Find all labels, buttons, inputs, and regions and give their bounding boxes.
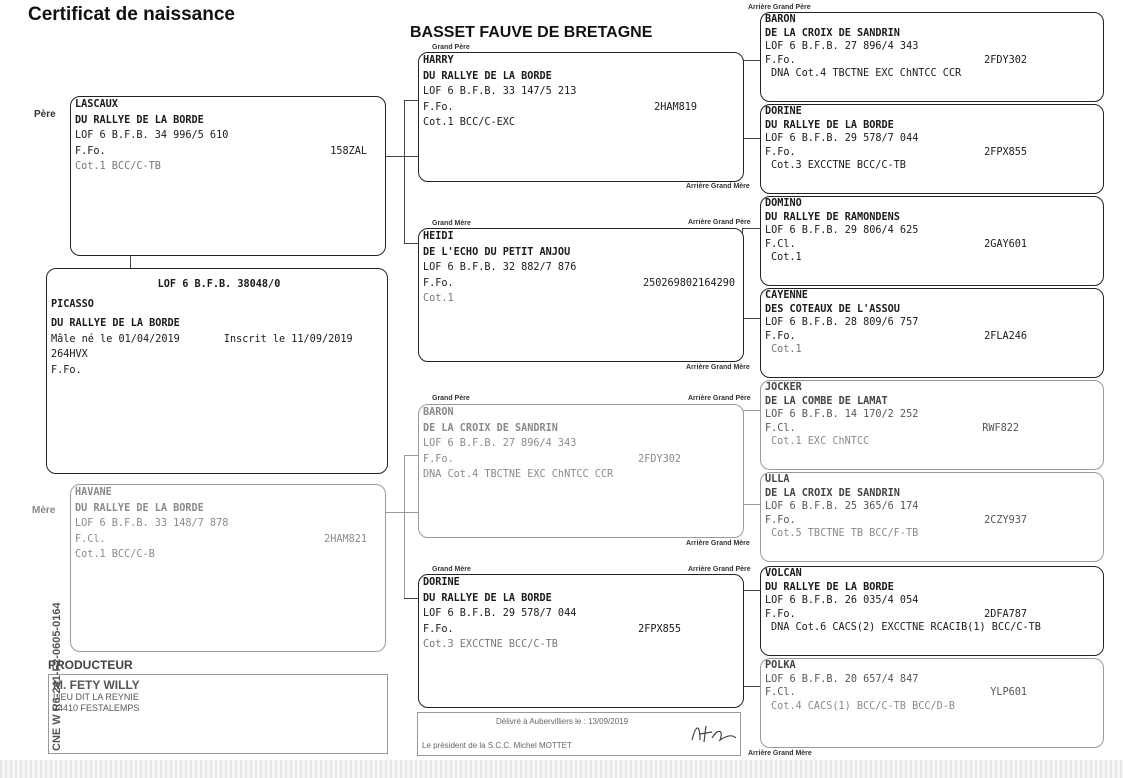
ggp2-kennel: DU RALLYE DE RAMONDENS xyxy=(765,211,900,223)
ggp1-label: Arrière Grand Mère xyxy=(686,183,750,190)
gp3-color: F.Fo. xyxy=(423,623,454,635)
mother-kennel: DU RALLYE DE LA BORDE xyxy=(75,502,204,514)
gp2-id: 2FDY302 xyxy=(638,453,681,465)
ggp5-name: ULLA xyxy=(765,474,790,485)
ggp3-color: F.Fo. xyxy=(765,330,796,342)
great-grandparent-box xyxy=(760,658,1104,748)
ggp7-color: F.Cl. xyxy=(765,687,796,698)
ggp0-name: BARON xyxy=(765,14,796,25)
mother-box xyxy=(70,484,386,652)
grandparent-box xyxy=(418,52,744,182)
producer-box xyxy=(48,674,388,754)
ggp6-cot: DNA Cot.6 CACS(2) EXCCTNE RCACIB(1) BCC/C-TB xyxy=(771,622,1041,633)
ggp6-lof: LOF 6 B.F.B. 26 035/4 054 xyxy=(765,595,919,606)
ggp2-id: 2GAY601 xyxy=(984,238,1027,250)
mother-cot: Cot.1 BCC/C-B xyxy=(75,549,155,560)
ggp3-label: Arrière Grand Mère xyxy=(686,364,750,371)
ggp0-label: Arrière Grand Père xyxy=(748,4,811,11)
grandparent-box xyxy=(418,574,744,708)
gp0-kennel: DU RALLYE DE LA BORDE xyxy=(423,70,552,82)
ggp6-label: Arrière Grand Père xyxy=(688,566,751,573)
mother-color: F.Cl. xyxy=(75,533,106,545)
ggp6-name: VOLCAN xyxy=(765,568,802,579)
connector xyxy=(742,318,760,319)
ggp4-kennel: DE LA COMBE DE LAMAT xyxy=(765,395,888,407)
subject-lof: LOF 6 B.F.B. 38048/0 xyxy=(157,279,281,290)
producer-title: PRODUCTEUR xyxy=(48,658,133,672)
document-title: Certificat de naissance xyxy=(28,4,235,25)
gp0-name: HARRY xyxy=(423,55,454,66)
ggp5-label: Arrière Grand Mère xyxy=(686,540,750,547)
producer-name: M. FETY WILLY xyxy=(53,678,140,692)
gp2-label: Grand Père xyxy=(432,395,470,402)
gp3-name: DORINE xyxy=(423,577,460,588)
gp2-cot: DNA Cot.4 TBCTNE EXC ChNTCC CCR xyxy=(423,469,614,480)
ggp1-id: 2FPX855 xyxy=(984,146,1027,158)
connector xyxy=(404,455,405,598)
mother-label: Mère xyxy=(32,505,56,516)
great-grandparent-box xyxy=(760,104,1104,194)
connector xyxy=(386,156,420,157)
ggp3-kennel: DES COTEAUX DE L'ASSOU xyxy=(765,303,900,315)
ggp7-name: POLKA xyxy=(765,660,796,671)
ggp4-label: Arrière Grand Père xyxy=(688,395,751,402)
ggp2-name: DOMINO xyxy=(765,198,802,209)
ggp2-lof: LOF 6 B.F.B. 29 806/4 625 xyxy=(765,225,919,236)
ggp0-lof: LOF 6 B.F.B. 27 896/4 343 xyxy=(765,41,919,52)
gp1-label: Grand Mère xyxy=(432,220,471,227)
delivery-president: Le président de la S.C.C. Michel MOTTET xyxy=(422,741,572,750)
vertical-reference-code: CNE W R6-241-F2-0605-0164 xyxy=(51,602,63,751)
gp1-name: HEIDI xyxy=(423,231,454,242)
connector xyxy=(386,512,420,513)
gp3-kennel: DU RALLYE DE LA BORDE xyxy=(423,592,552,604)
ggp5-cot: Cot.5 TBCTNE TB BCC/F-TB xyxy=(771,528,919,539)
gp3-lof: LOF 6 B.F.B. 29 578/7 044 xyxy=(423,608,577,619)
subject-color: F.Fo. xyxy=(51,364,82,376)
connector xyxy=(742,504,760,505)
gp0-label: Grand Père xyxy=(432,44,470,51)
ggp5-kennel: DE LA CROIX DE SANDRIN xyxy=(765,487,900,499)
great-grandparent-box xyxy=(760,12,1104,102)
gp2-name: BARON xyxy=(423,407,454,418)
great-grandparent-box xyxy=(760,380,1104,470)
ggp3-lof: LOF 6 B.F.B. 28 809/6 757 xyxy=(765,317,919,328)
mother-name: HAVANE xyxy=(75,487,112,498)
subject-kennel: DU RALLYE DE LA BORDE xyxy=(51,318,180,329)
father-color: F.Fo. xyxy=(75,145,106,157)
ggp3-name: CAYENNE xyxy=(765,290,808,301)
subject-name: PICASSO xyxy=(51,298,94,310)
ggp5-lof: LOF 6 B.F.B. 25 365/6 174 xyxy=(765,501,919,512)
gp0-lof: LOF 6 B.F.B. 33 147/5 213 xyxy=(423,86,577,97)
connector xyxy=(742,228,760,229)
great-grandparent-box xyxy=(760,566,1104,656)
subject-born: Mâle né le 01/04/2019 xyxy=(51,333,180,345)
ggp4-color: F.Cl. xyxy=(765,422,796,434)
ggp3-cot: Cot.1 xyxy=(771,344,802,355)
delivery-issued: Délivré à Aubervilliers le : 13/09/2019 xyxy=(496,717,629,726)
connector xyxy=(742,138,760,139)
breed-title: BASSET FAUVE DE BRETAGNE xyxy=(410,24,653,41)
ggp7-cot: Cot.4 CACS(1) BCC/C-TB BCC/D-B xyxy=(771,700,956,712)
ggp3-id: 2FLA246 xyxy=(984,330,1027,342)
connector xyxy=(742,590,760,591)
ggp1-lof: LOF 6 B.F.B. 29 578/7 044 xyxy=(765,133,919,144)
ggp2-cot: Cot.1 xyxy=(771,252,802,263)
gp1-cot: Cot.1 xyxy=(423,293,454,304)
father-label: Père xyxy=(34,109,56,120)
ggp5-id: 2CZY937 xyxy=(984,514,1027,526)
ggp1-color: F.Fo. xyxy=(765,146,796,158)
ggp1-kennel: DU RALLYE DE LA BORDE xyxy=(765,119,894,131)
connector xyxy=(742,686,760,687)
father-cot: Cot.1 BCC/C-TB xyxy=(75,161,161,172)
father-box xyxy=(70,96,386,256)
father-name: LASCAUX xyxy=(75,99,118,110)
ggp2-color: F.Cl. xyxy=(765,238,796,250)
subject-registered: Inscrit le 11/09/2019 xyxy=(223,333,353,345)
ggp5-color: F.Fo. xyxy=(765,514,796,526)
ggp4-id: RWF822 xyxy=(982,422,1019,434)
ggp2-label: Arrière Grand Père xyxy=(688,219,751,226)
great-grandparent-box xyxy=(760,472,1104,562)
grandparent-box xyxy=(418,228,744,362)
gp3-cot: Cot.3 EXCCTNE BCC/C-TB xyxy=(423,639,558,650)
ggp4-lof: LOF 6 B.F.B. 14 170/2 252 xyxy=(765,409,919,420)
mother-id: 2HAM821 xyxy=(324,533,367,545)
ggp4-name: JOCKER xyxy=(765,382,802,393)
subject-box xyxy=(46,268,388,474)
connector xyxy=(742,60,760,61)
gp0-id: 2HAM819 xyxy=(654,101,697,113)
ggp0-kennel: DE LA CROIX DE SANDRIN xyxy=(765,27,900,39)
ggp0-id: 2FDY302 xyxy=(984,54,1027,66)
producer-address-2: 24410 FESTALEMPS xyxy=(53,703,140,713)
connector xyxy=(404,100,405,243)
scan-edge-strip xyxy=(0,760,1123,778)
mother-lof: LOF 6 B.F.B. 33 148/7 878 xyxy=(75,518,229,529)
ggp6-color: F.Fo. xyxy=(765,608,796,620)
gp0-color: F.Fo. xyxy=(423,101,454,113)
gp3-label: Grand Mère xyxy=(432,566,471,573)
gp1-color: F.Fo. xyxy=(423,277,454,289)
gp1-kennel: DE L'ECHO DU PETIT ANJOU xyxy=(423,246,571,258)
gp3-id: 2FPX855 xyxy=(638,623,681,635)
gp1-lof: LOF 6 B.F.B. 32 882/7 876 xyxy=(423,262,577,273)
ggp7-id: YLP601 xyxy=(990,687,1027,698)
subject-tattoo: 264HVX xyxy=(51,349,88,360)
great-grandparent-box xyxy=(760,196,1104,286)
producer-address-1: LIEU DIT LA REYNIE xyxy=(53,692,139,702)
grandparent-box xyxy=(418,404,744,538)
signature-image xyxy=(690,720,740,746)
ggp4-cot: Cot.1 EXC ChNTCC xyxy=(771,436,870,447)
gp2-color: F.Fo. xyxy=(423,453,454,465)
ggp0-color: F.Fo. xyxy=(765,54,796,66)
father-kennel: DU RALLYE DE LA BORDE xyxy=(75,114,204,126)
gp2-lof: LOF 6 B.F.B. 27 896/4 343 xyxy=(423,438,577,449)
ggp1-cot: Cot.3 EXCCTNE BCC/C-TB xyxy=(771,160,906,171)
connector xyxy=(742,410,760,411)
ggp6-kennel: DU RALLYE DE LA BORDE xyxy=(765,581,894,593)
ggp7-label: Arrière Grand Mère xyxy=(748,750,812,757)
father-lof: LOF 6 B.F.B. 34 996/5 610 xyxy=(75,130,229,141)
gp1-id: 250269802164290 xyxy=(642,277,735,289)
ggp6-id: 2DFA787 xyxy=(984,608,1027,620)
father-id: 158ZAL xyxy=(330,145,367,157)
gp2-kennel: DE LA CROIX DE SANDRIN xyxy=(423,422,558,434)
ggp1-name: DORINE xyxy=(765,106,802,117)
ggp7-lof: LOF 6 B.F.B. 20 657/4 847 xyxy=(765,673,919,685)
great-grandparent-box xyxy=(760,288,1104,378)
ggp0-cot: DNA Cot.4 TBCTNE EXC ChNTCC CCR xyxy=(771,68,962,79)
gp0-cot: Cot.1 BCC/C-EXC xyxy=(423,117,516,128)
